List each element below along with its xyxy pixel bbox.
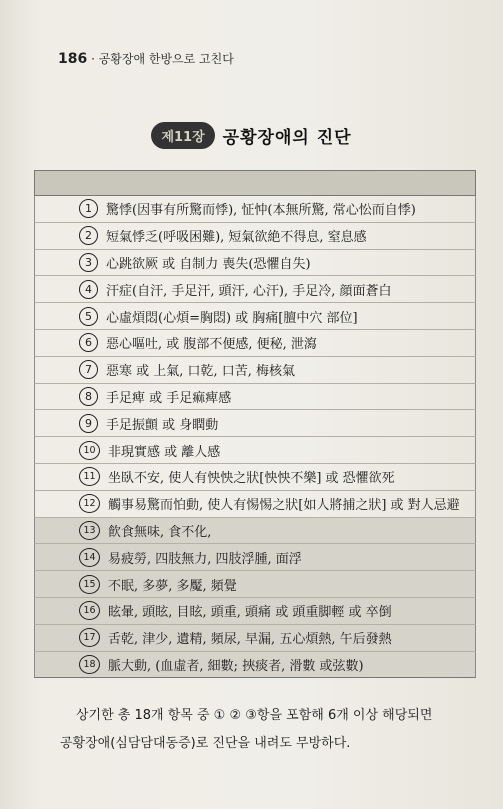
table-row [34, 571, 476, 598]
item-text: 不眠, 多夢, 多魘, 頻覺 [108, 578, 237, 594]
summary-line-2: 공황장애(심담담대동증)로 진단을 내려도 무방하다. [60, 736, 351, 751]
item-number: 11 [79, 467, 100, 486]
item-text: 驚悸(因事有所驚而悸), 怔忡(本無所驚, 常心忪而自悸) [106, 203, 416, 219]
item-number: 13 [79, 521, 100, 540]
table-header-band [34, 170, 476, 196]
table-row [34, 518, 476, 545]
item-text: 手足振顫 或 身瞤動 [106, 417, 219, 433]
table-row [34, 223, 476, 250]
item-text: 惡心嘔吐, 或 腹部不便感, 便秘, 泄瀉 [106, 337, 317, 353]
item-text: 眩暈, 頭眩, 目眩, 頭重, 頭痛 或 頭重脚輕 或 卒倒 [108, 605, 392, 621]
item-text: 手足痺 或 手足痲痺感 [106, 390, 232, 406]
item-number: 4 [79, 280, 98, 299]
running-header [58, 50, 234, 67]
summary-line-1: 상기한 총 18개 항목 중 ① ② ③항을 포함해 6개 이상 해당되면 [76, 708, 433, 723]
table-row [34, 437, 476, 464]
item-text: 短氣悸乏(呼吸困難), 短氣欲絶不得息, 窒息感 [106, 230, 367, 246]
table-row [34, 330, 476, 357]
table-row [34, 464, 476, 491]
table-row [34, 410, 476, 437]
item-number: 18 [79, 655, 100, 674]
chapter-badge: 제11장 [151, 122, 214, 149]
item-number: 12 [79, 494, 100, 513]
criteria-table [34, 196, 476, 678]
item-text: 易疲勞, 四肢無力, 四肢浮腫, 面浮 [108, 551, 302, 567]
table-row [34, 625, 476, 652]
item-number: 14 [79, 548, 100, 567]
item-number: 15 [79, 575, 100, 594]
item-number: 5 [79, 307, 98, 326]
table-row [34, 303, 476, 330]
item-number: 16 [79, 601, 100, 620]
table-row [34, 250, 476, 277]
summary-paragraph [60, 702, 480, 758]
item-text: 心虛煩悶(心煩=胸悶) 或 胸痛[膻中穴 部位] [106, 310, 358, 326]
item-number: 1 [79, 199, 98, 218]
item-text: 舌乾, 津少, 遺精, 頻尿, 早漏, 五心煩熱, 午后發熱 [108, 632, 392, 648]
item-text: 坐臥不安, 使人有怏怏之狀[怏怏不樂] 或 恐懼欲死 [108, 471, 395, 487]
section-title [0, 118, 503, 152]
table-row [34, 357, 476, 384]
item-number: 2 [79, 226, 98, 245]
table-row [34, 196, 476, 223]
item-text: 非現實感 或 離人感 [108, 444, 221, 460]
item-text: 惡寒 或 上氣, 口乾, 口苦, 梅核氣 [106, 364, 296, 380]
item-number: 9 [79, 414, 98, 433]
item-number: 7 [79, 360, 98, 379]
item-text: 汗症(自汗, 手足汗, 頭汗, 心汗), 手足冷, 顔面蒼白 [106, 283, 392, 299]
table-row [34, 598, 476, 625]
table-row [34, 652, 476, 679]
section-title-text: 공황장애의 진단 [222, 127, 352, 148]
item-text: 飮食無味, 食不化, [108, 524, 212, 540]
item-text: 脈大動, (血虛者, 細數; 挾痰者, 滑數 或弦數) [108, 658, 364, 674]
item-number: 8 [79, 387, 98, 406]
table-row [34, 491, 476, 518]
table-row [34, 276, 476, 303]
item-number: 3 [79, 253, 98, 272]
table-row [34, 384, 476, 411]
item-number: 6 [79, 333, 98, 352]
item-number: 10 [79, 441, 100, 460]
item-text: 觸事易驚而怕動, 使人有惕惕之狀[如人將捕之狀] 或 對人忌避 [108, 498, 460, 514]
item-number: 17 [79, 628, 100, 647]
running-title: · 공황장애 한방으로 고친다 [91, 52, 234, 66]
table-row [34, 544, 476, 571]
page-number: 186 [58, 51, 88, 67]
item-text: 心跳欲厥 或 自制力 喪失(恐懼自失) [106, 256, 311, 272]
